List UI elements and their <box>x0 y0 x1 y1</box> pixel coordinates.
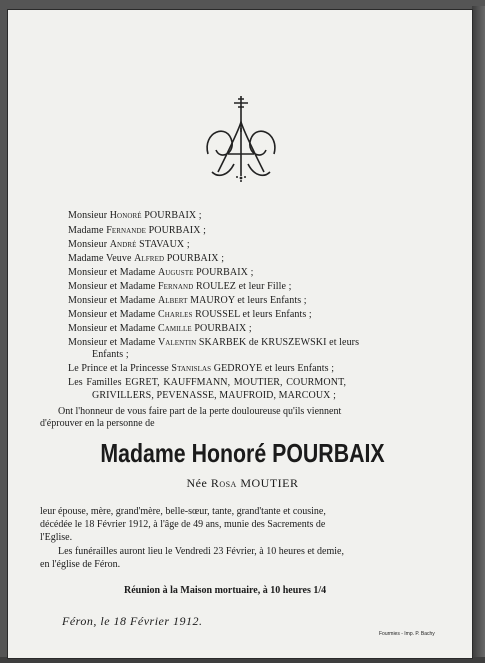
details-line: leur épouse, mère, grand'mère, belle-sœur, tante, grand'tante et cousine, <box>40 506 326 517</box>
page-shadow-right <box>472 6 485 663</box>
details-line: en l'église de Féron. <box>40 559 121 570</box>
details-line: Les funérailles auront lieu le Vendredi 23 Février, à 10 heures et demie, <box>58 546 344 557</box>
details-line: l'Eglise. <box>40 532 73 543</box>
family-line: Les Familles EGRET, KAUFFMANN, MOUTIER, COURMONT, <box>68 377 347 388</box>
family-line: Monsieur André STAVAUX ; <box>68 239 190 250</box>
details-line: décédée le 18 Février 1912, à l'âge de 49 ans, munie des Sacrements de <box>40 519 326 530</box>
family-line: Madame Veuve Alfred POURBAIX ; <box>68 253 225 264</box>
family-line: Monsieur et Madame Valentin SKARBEK de KRUSZEWSKI et leurs <box>68 337 360 348</box>
cross-monogram-icon <box>198 92 284 184</box>
family-line: Monsieur et Madame Auguste POURBAIX ; <box>68 267 254 278</box>
family-line: Monsieur et Madame Camille POURBAIX ; <box>68 323 252 334</box>
family-line: GRIVILLERS, PEVENASSE, MAUFROID, MARCOUX ; <box>92 390 336 401</box>
reunion-notice: Réunion à la Maison mortuaire, à 10 heures 1/4 <box>124 585 327 596</box>
family-line: Monsieur et Madame Charles ROUSSEL et leurs Enfants ; <box>68 309 312 320</box>
announcement-line: d'éprouver en la personne de <box>40 418 155 429</box>
printer-credit: Fourmies - Imp. P. Bachy <box>379 631 435 637</box>
family-line: Monsieur et Madame Fernand ROULEZ et leur Fille ; <box>68 281 292 292</box>
announcement-line: Ont l'honneur de vous faire part de la perte douloureuse qu'ils viennent <box>58 406 342 417</box>
place-and-date: Féron, le 18 Février 1912. <box>62 614 203 628</box>
maiden-name: Née Rosa MOUTIER <box>186 476 299 490</box>
family-line: Monsieur Honoré POURBAIX ; <box>68 210 202 221</box>
family-line: Madame Fernande POURBAIX ; <box>68 225 206 236</box>
deceased-name: Madame Honoré POURBAIX <box>100 438 385 468</box>
family-line: Monsieur et Madame Albert MAUROY et leurs Enfants ; <box>68 295 307 306</box>
family-line: Le Prince et la Princesse Stanislas GEDROYE et leurs Enfants ; <box>68 363 335 374</box>
family-line: Enfants ; <box>92 349 129 360</box>
